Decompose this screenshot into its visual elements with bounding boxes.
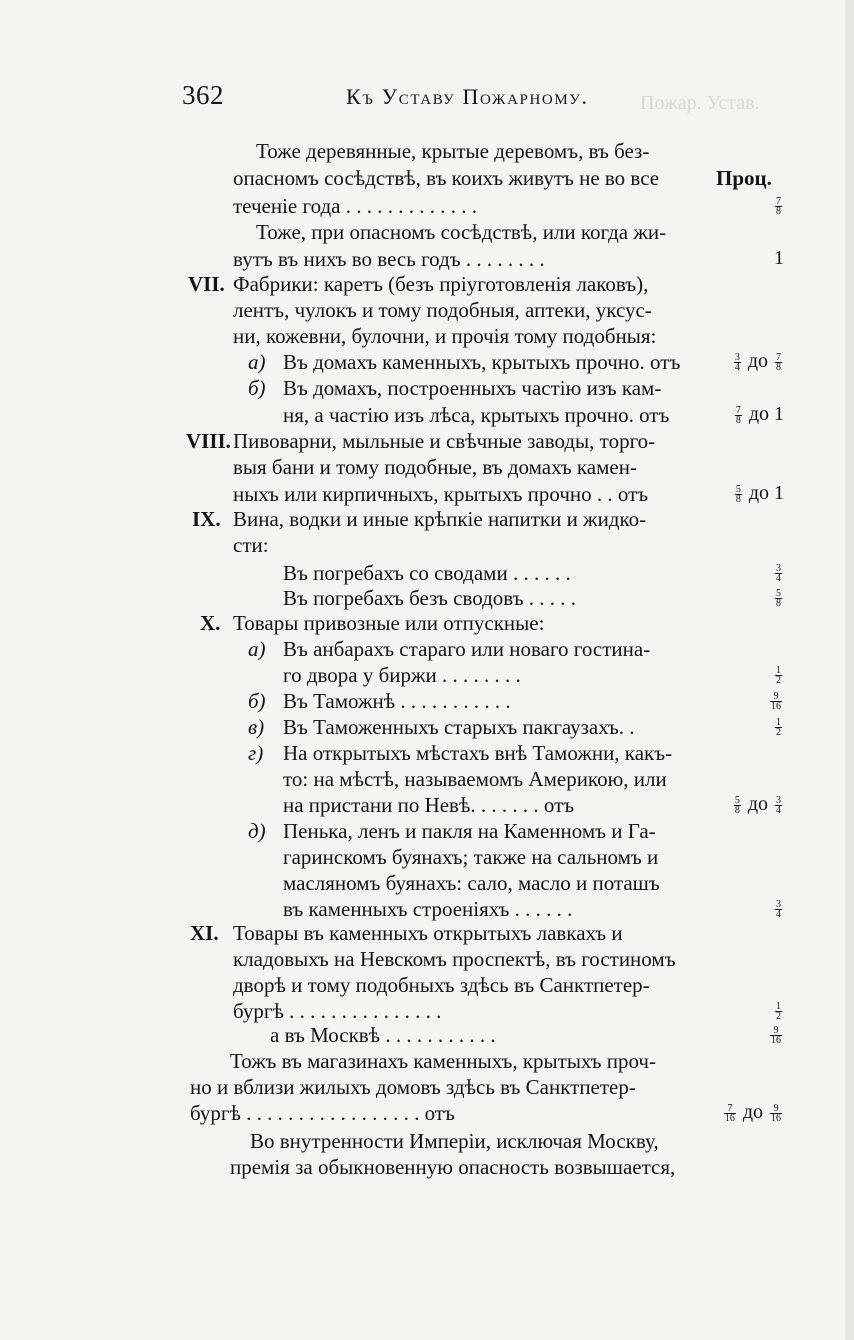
section-numeral: IX. [192,507,221,531]
numerator: 5 [776,587,781,599]
text-line: но и вблизи жилыхъ домовъ здѣсь въ Санктпетер- [190,1075,636,1099]
rate-text: до [743,403,774,425]
fraction [775,1002,782,1021]
denominator: 16 [724,1112,735,1124]
denominator: 4 [734,361,740,373]
numerator: 3 [734,351,740,363]
numerator: 3 [776,562,781,574]
denominator: 4 [776,804,781,816]
text-line: сти: [233,533,269,557]
text-line: го двора у биржи . . . . . . . . [283,663,521,687]
text-line: выя бани и тому подобные, въ домахъ камен- [233,455,637,479]
numerator: 1 [776,664,781,676]
text-line: бургѣ . . . . . . . . . . . . . . . . . отъ [190,1101,455,1125]
denominator: 16 [771,1034,781,1046]
text-line: Въ погребахъ безъ сводовъ . . . . . [283,586,577,610]
text-line: Товары привозные или отпускные: [233,611,545,635]
section-numeral: XI. [190,921,219,945]
rate-value [732,793,784,816]
rate-value [774,247,784,270]
numerator: 9 [770,1104,782,1114]
numerator: 1 [776,1000,781,1012]
text-line: вутъ въ нихъ во весь годъ . . . . . . . . [233,247,545,271]
rate-value [732,350,784,373]
rate-value [773,663,784,686]
rate-value [773,561,784,584]
text-line: бургѣ . . . . . . . . . . . . . . . [233,999,442,1023]
fraction [735,485,742,504]
text-line: Во внутренности Имперіи, исключая Москву, [250,1129,659,1153]
numerator: 5 [734,794,740,806]
fraction [775,796,782,815]
text-line: опасномъ сосѣдствѣ, въ коихъ живутъ не во все [233,166,660,190]
denominator: 16 [771,1112,781,1124]
denominator: 2 [776,726,781,738]
fraction [775,197,782,216]
text-line: ни, кожевни, булочни, и прочія тому подобныя: [233,324,657,348]
numerator: 7 [776,351,781,363]
rate-value [773,715,784,738]
rate-value [773,999,784,1022]
item-letter: б) [248,376,266,400]
denominator: 8 [734,804,740,816]
text-line: Въ домахъ, построенныхъ частію изъ кам- [283,376,662,400]
denominator: 4 [776,908,781,920]
text-line: Въ анбарахъ стараго или новаго гостина- [283,637,651,661]
page-number: 362 [182,80,224,110]
fraction [734,353,741,372]
text-line: Вина, водки и иные крѣпкіе напитки и жидко- [233,507,647,531]
section-numeral: VIII. [186,429,231,453]
numerator: 1 [776,716,781,728]
text-line: ня, а частію изъ лѣса, крытыхъ прочно. отъ [283,403,670,427]
rate-value [768,1023,784,1046]
rate-value [733,403,784,426]
text-line: теченіе года . . . . . . . . . . . . . [233,194,477,218]
rate-value [773,586,784,609]
fraction [724,1104,736,1123]
text-line: Тоже, при опасномъ сосѣдствѣ, или когда жи- [256,220,667,244]
text-line: гаринскомъ буянахъ; также на сальномъ и [283,845,659,869]
text-line: на пристани по Невѣ. . . . . . . отъ [283,793,575,817]
fraction [770,1026,782,1045]
page-edge [845,0,854,1340]
fraction [770,692,782,711]
text-line: ныхъ или кирпичныхъ, крытыхъ прочно . . отъ [233,482,649,506]
fraction [775,564,782,583]
item-letter: б) [248,689,266,713]
item-letter: в) [248,715,265,739]
item-letter: а) [248,350,266,374]
denominator: 8 [776,361,781,373]
rate-value [773,897,784,920]
rate-text: до [742,350,773,372]
text-line: Пенька, ленъ и пакля на Каменномъ и Га- [283,819,656,843]
fraction [770,1104,782,1123]
fraction [734,796,741,815]
column-head: Проц. [716,166,772,190]
item-letter: д) [248,819,266,843]
denominator: 2 [776,674,781,686]
denominator: 8 [776,597,781,609]
text-line: масляномъ буянахъ: сало, масло и поташъ [283,871,660,895]
fraction [775,900,782,919]
text-line: Тожъ въ магазинахъ каменныхъ, крытыхъ проч- [230,1049,656,1073]
numerator: 3 [776,898,781,910]
numerator: 3 [776,794,781,806]
denominator: 8 [735,493,741,505]
text-line: лентъ, чулокъ и тому подобныя, аптеки, уксус- [233,298,652,322]
section-numeral: VII. [188,272,225,296]
denominator: 4 [776,572,781,584]
text-line: Въ Таможенныхъ старыхъ пакгаузахъ. . [283,715,635,739]
rate-value [722,1101,784,1124]
section-numeral: X. [200,611,221,635]
item-letter: г) [248,741,264,765]
text-line: Товары въ каменныхъ открытыхъ лавкахъ и [233,921,623,945]
text-line: Пивоварни, мыльные и свѣчные заводы, торго- [233,429,656,453]
numerator: 7 [776,195,781,207]
denominator: 16 [771,700,781,712]
text-line: Тоже деревянные, крытые деревомъ, въ без- [256,139,650,163]
page-header [0,80,854,114]
text-line: Въ домахъ каменныхъ, крытыхъ прочно. отъ [283,350,681,374]
item-letter: а) [248,637,266,661]
rate-text: 1 [774,403,784,425]
denominator: 8 [735,414,741,426]
text-line: Фабрики: каретъ (безъ пріуготовленія лаковъ), [233,272,649,296]
text-line: премія за обыкновенную опасность возвышается, [230,1155,676,1179]
text-line: кладовыхъ на Невскомъ проспектѣ, въ гостиномъ [233,947,676,971]
rate-value [768,689,784,712]
fraction [775,718,782,737]
numerator: 5 [735,483,741,495]
rate-value [733,482,784,505]
text-line: а въ Москвѣ . . . . . . . . . . . [270,1023,496,1047]
fraction [775,353,782,372]
rate-text: до [737,1101,768,1123]
text-line: дворѣ и тому подобныхъ здѣсь въ Санктпетер- [233,973,650,997]
numerator: 7 [724,1104,736,1114]
rate-text: 1 [774,247,784,269]
fraction [775,666,782,685]
rate-value [773,194,784,217]
numerator: 9 [770,692,782,702]
text-line: На открытыхъ мѣстахъ внѣ Таможни, какъ- [283,741,673,765]
bleed-through-text: Пожар. Устав. [640,92,760,114]
rate-text: 1 [774,482,784,504]
denominator: 8 [776,205,781,217]
numerator: 9 [770,1026,782,1036]
rate-text: до [743,482,774,504]
running-title: Къ Уставу Пожарному. [346,84,589,109]
fraction [735,406,742,425]
text-line: въ каменныхъ строеніяхъ . . . . . . [283,897,573,921]
text-line: Въ Таможнѣ . . . . . . . . . . . [283,689,511,713]
text-line: Въ погребахъ со сводами . . . . . . [283,561,571,585]
fraction [775,589,782,608]
text-line: то: на мѣстѣ, называемомъ Америкою, или [283,767,667,791]
numerator: 7 [735,404,741,416]
rate-text: до [742,793,773,815]
denominator: 2 [776,1010,781,1022]
